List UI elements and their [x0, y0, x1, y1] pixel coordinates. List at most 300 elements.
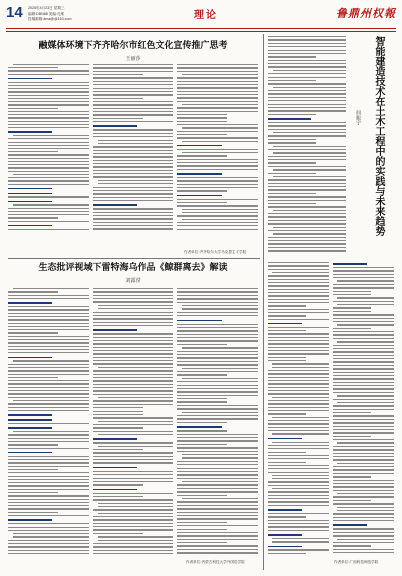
text-line: [177, 505, 258, 506]
text-line: [268, 420, 329, 421]
subheading-line: [8, 427, 52, 428]
text-line: [93, 523, 174, 524]
text-line: [333, 307, 371, 308]
text-line: [268, 73, 346, 74]
text-line: [268, 104, 346, 105]
text-line: [268, 200, 346, 201]
text-line: [268, 56, 316, 57]
text-line: [98, 540, 174, 541]
text-line: [333, 348, 394, 349]
text-line: [333, 338, 394, 339]
text-line: [93, 71, 174, 72]
text-line: [93, 384, 174, 385]
text-line: [182, 305, 258, 306]
text-line: [8, 462, 89, 463]
text-line: [333, 503, 394, 504]
text-line: [333, 528, 394, 529]
text-line: [273, 87, 346, 88]
text-line: [272, 272, 329, 273]
text-line: [177, 471, 258, 472]
text-line: [268, 250, 346, 251]
text-line: [93, 360, 174, 361]
text-line: [268, 513, 329, 514]
text-line: [93, 474, 174, 475]
text-line: [93, 481, 174, 482]
text-line: [13, 533, 89, 534]
text-line: [177, 529, 227, 530]
text-line: [268, 285, 329, 286]
text-line: [268, 383, 329, 384]
text-line: [273, 169, 346, 170]
subheading-line: [333, 524, 367, 526]
text-line: [8, 309, 89, 310]
text-line: [268, 135, 346, 136]
text-column: [177, 64, 258, 232]
article-footer: 作者单位:齐齐哈尔大学马克思主义学院: [184, 250, 247, 254]
text-line: [268, 472, 329, 473]
article-footer: 作者单位:内蒙古科技大学外国语学院: [186, 560, 245, 564]
text-line: [268, 505, 329, 506]
text-line: [8, 505, 89, 506]
text-line: [177, 344, 227, 345]
text-line: [98, 143, 174, 144]
text-line: [268, 347, 329, 348]
masthead-rule: [6, 28, 396, 29]
text-line: [177, 478, 258, 479]
text-line: [8, 329, 89, 330]
text-line: [272, 475, 329, 476]
text-line: [93, 215, 174, 216]
text-line: [177, 225, 258, 226]
text-line: [268, 448, 329, 449]
subheading-line: [93, 438, 137, 440]
text-line: [8, 124, 89, 125]
issue-meta: [28, 6, 71, 23]
text-line: [268, 60, 346, 61]
text-line: [268, 413, 306, 414]
text-line: [268, 100, 346, 101]
text-line: [8, 459, 89, 460]
text-line: [273, 70, 346, 71]
text-line: [268, 114, 316, 115]
text-line: [268, 343, 329, 344]
text-line: [93, 101, 174, 102]
text-line: [268, 309, 329, 310]
text-line: [337, 395, 394, 396]
subheading-line: [268, 118, 311, 120]
text-line: [93, 550, 174, 551]
text-line: [333, 355, 394, 356]
text-line: [93, 295, 174, 296]
text-line: [93, 114, 174, 115]
masthead: [6, 4, 396, 28]
text-line: [93, 163, 174, 164]
text-line: [93, 387, 174, 388]
text-line: [8, 326, 89, 327]
text-line: [177, 312, 258, 313]
text-line: [268, 299, 329, 300]
text-line: [98, 446, 174, 447]
text-line: [93, 417, 174, 418]
text-line: [177, 468, 258, 469]
text-line: [177, 535, 258, 536]
text-line: [177, 434, 258, 435]
text-line: [268, 269, 329, 270]
subheading-line: [8, 188, 52, 189]
text-line: [93, 456, 174, 457]
text-line: [268, 430, 329, 431]
text-line: [8, 380, 89, 381]
article-author: 刘露滢: [125, 278, 141, 284]
text-line: [337, 442, 394, 443]
text-line: [93, 156, 174, 157]
text-line: [93, 350, 174, 351]
text-line: [177, 134, 227, 135]
text-line: [333, 291, 371, 292]
text-line: [273, 227, 346, 228]
text-line: [8, 489, 89, 490]
text-line: [337, 402, 394, 403]
text-line: [333, 385, 394, 386]
text-line: [8, 550, 89, 551]
text-line: [268, 295, 329, 296]
text-line: [268, 107, 346, 108]
text-line: [93, 370, 174, 371]
text-line: [268, 142, 316, 143]
text-line: [268, 289, 329, 290]
text-line: [177, 532, 258, 533]
text-line: [8, 438, 89, 439]
text-line: [333, 368, 394, 369]
subheading-line: [177, 320, 221, 322]
text-line: [268, 452, 306, 453]
text-line: [93, 325, 174, 326]
subheading-line: [8, 419, 52, 420]
text-line: [93, 431, 174, 432]
text-line: [268, 203, 316, 204]
text-line: [177, 354, 258, 355]
text-line: [177, 81, 258, 82]
text-line: [8, 543, 89, 544]
text-line: [93, 81, 174, 82]
text-line: [268, 139, 316, 140]
text-line: [93, 347, 174, 348]
subheading-line: [8, 452, 52, 453]
text-line: [177, 324, 258, 325]
text-line: [8, 512, 58, 513]
text-line: [182, 104, 258, 105]
text-line: [93, 493, 174, 494]
text-line: [93, 400, 174, 401]
text-line: [268, 465, 329, 466]
text-line: [93, 298, 174, 299]
text-line: [333, 429, 394, 430]
text-line: [177, 184, 258, 185]
text-line: [93, 64, 174, 65]
page-number: 14: [6, 4, 23, 21]
text-line: [8, 370, 89, 371]
text-line: [333, 513, 394, 514]
text-line: [98, 308, 174, 309]
text-line: [333, 301, 394, 302]
subheading-line: [8, 519, 52, 520]
text-line: [177, 101, 258, 102]
text-line: [8, 482, 89, 483]
text-column: [268, 36, 346, 254]
text-line: [268, 63, 346, 64]
subheading-line: [93, 125, 137, 127]
text-line: [268, 36, 346, 37]
text-column: [268, 262, 329, 556]
text-line: [268, 523, 329, 524]
text-line: [177, 124, 258, 125]
text-line: [177, 405, 258, 406]
text-line: [8, 364, 89, 365]
text-line: [333, 318, 394, 319]
text-line: [337, 324, 394, 325]
text-line: [273, 146, 346, 147]
text-line: [93, 301, 174, 302]
text-line: [93, 228, 174, 229]
text-line: [8, 374, 89, 375]
text-line: [8, 221, 89, 222]
text-line: [93, 118, 143, 119]
text-line: [268, 526, 329, 527]
text-line: [177, 542, 227, 543]
text-line: [8, 390, 89, 391]
text-line: [268, 39, 346, 40]
text-line: [177, 87, 258, 88]
text-line: [272, 397, 329, 398]
text-line: [8, 316, 89, 317]
text-line: [8, 91, 89, 92]
text-line: [93, 222, 174, 223]
text-line: [177, 149, 258, 150]
text-line: [268, 462, 306, 463]
text-line: [93, 390, 174, 391]
text-line: [93, 88, 174, 89]
text-line: [177, 401, 227, 402]
text-line: [268, 220, 346, 221]
text-line: [333, 449, 394, 450]
text-line: [333, 552, 394, 553]
text-line: [333, 267, 394, 268]
text-line: [268, 129, 346, 130]
text-line: [8, 332, 58, 333]
text-line: [268, 282, 329, 283]
text-line: [93, 291, 174, 292]
text-line: [8, 397, 89, 398]
text-line: [177, 437, 258, 438]
text-line: [93, 315, 174, 316]
text-line: [177, 381, 258, 382]
subheading-line: [268, 509, 302, 511]
text-line: [93, 363, 174, 364]
text-line: [93, 94, 174, 95]
text-line: [333, 412, 371, 413]
text-line: [8, 407, 89, 408]
text-line: [268, 423, 329, 424]
text-line: [93, 411, 143, 412]
text-line: [8, 127, 89, 128]
text-line: [8, 383, 89, 384]
article-bottom-left: [8, 262, 258, 284]
text-line: [8, 229, 89, 230]
text-line: [8, 148, 89, 149]
text-line: [268, 410, 329, 411]
text-line: [93, 496, 143, 497]
article-body: [8, 288, 258, 556]
text-line: [8, 540, 89, 541]
text-line: [8, 508, 89, 509]
text-line: [337, 493, 394, 494]
text-line: [93, 509, 174, 510]
text-line: [8, 142, 89, 143]
text-line: [268, 43, 346, 44]
text-line: [177, 512, 258, 513]
text-line: [268, 302, 329, 303]
text-line: [333, 358, 394, 359]
text-line: [333, 328, 371, 329]
subheading-line: [268, 438, 302, 440]
text-line: [268, 549, 329, 550]
text-line: [177, 398, 227, 399]
text-line: [177, 501, 258, 502]
text-line: [273, 176, 346, 177]
subheading-line: [268, 546, 302, 548]
text-line: [268, 189, 346, 190]
article-title: 生态批评视域下雷特海乌作品《鲸群离去》解读: [38, 263, 228, 273]
text-line: [98, 305, 174, 306]
text-line: [177, 518, 258, 519]
text-line: [272, 538, 329, 539]
text-line: [177, 77, 258, 78]
text-line: [8, 145, 89, 146]
text-line: [333, 490, 394, 491]
text-line: [93, 404, 174, 405]
text-line: [93, 136, 174, 137]
text-line: [177, 525, 258, 526]
text-line: [8, 444, 58, 445]
text-line: [177, 159, 258, 160]
article-top-left: [8, 40, 258, 62]
text-line: [182, 481, 258, 482]
text-line: [268, 305, 306, 306]
text-line: [93, 197, 174, 198]
text-line: [182, 127, 258, 128]
text-line: [268, 403, 329, 404]
text-line: [268, 243, 346, 244]
text-line: [177, 552, 258, 553]
text-line: [8, 495, 89, 496]
text-line: [177, 351, 258, 352]
text-line: [268, 162, 316, 163]
text-line: [177, 474, 258, 475]
text-line: [272, 417, 329, 418]
text-line: [177, 488, 258, 489]
text-line: [8, 546, 89, 547]
text-line: [13, 288, 89, 289]
text-line: [333, 365, 394, 366]
text-line: [268, 193, 316, 194]
text-line: [333, 351, 394, 352]
text-column: [333, 262, 394, 556]
text-line: [98, 421, 174, 422]
text-line: [268, 485, 329, 486]
text-line: [333, 388, 394, 389]
text-line: [268, 122, 346, 123]
text-line: [93, 333, 174, 334]
text-line: [8, 167, 89, 168]
text-line: [8, 502, 89, 503]
text-line: [93, 133, 174, 134]
text-line: [93, 337, 174, 338]
text-line: [177, 202, 227, 203]
text-line: [93, 91, 174, 92]
text-line: [8, 295, 89, 296]
text-line: [268, 97, 346, 98]
text-line: [268, 216, 346, 217]
subheading-line: [8, 302, 52, 303]
text-line: [93, 499, 174, 500]
text-line: [333, 287, 394, 288]
text-line: [93, 173, 174, 174]
text-line: [93, 462, 174, 463]
text-line: [268, 275, 329, 276]
text-line: [8, 88, 89, 89]
text-line: [268, 262, 329, 263]
text-line: [333, 314, 394, 315]
text-line: [268, 427, 329, 428]
text-line: [333, 436, 371, 437]
text-line: [8, 515, 89, 516]
text-line: [8, 530, 89, 531]
text-line: [8, 319, 89, 320]
email-line: 投稿邮箱:ama@@163.com: [28, 17, 72, 22]
text-line: [93, 471, 174, 472]
paper-logo: 鲁鼎州权報: [336, 7, 396, 20]
text-line: [13, 400, 89, 401]
text-line: [268, 400, 329, 401]
subheading-line: [93, 329, 137, 331]
text-line: [268, 125, 346, 126]
text-line: [182, 212, 258, 213]
text-line: [333, 274, 394, 275]
text-line: [333, 469, 394, 470]
text-line: [98, 367, 174, 368]
text-line: [268, 458, 329, 459]
text-line: [8, 158, 89, 159]
text-line: [268, 370, 329, 371]
text-line: [177, 440, 258, 441]
text-line: [8, 67, 58, 68]
text-line: [177, 461, 258, 462]
text-line: [268, 240, 346, 241]
text-line: [268, 206, 346, 207]
subheading-line: [8, 225, 52, 226]
text-line: [333, 476, 371, 477]
text-line: [177, 361, 258, 362]
text-line: [273, 233, 346, 234]
text-line: [13, 64, 89, 65]
text-line: [268, 380, 329, 381]
text-line: [272, 541, 329, 542]
text-line: [8, 387, 89, 388]
text-line: [272, 363, 329, 364]
text-line: [8, 108, 58, 109]
text-line: [268, 353, 329, 354]
text-line: [268, 93, 346, 94]
